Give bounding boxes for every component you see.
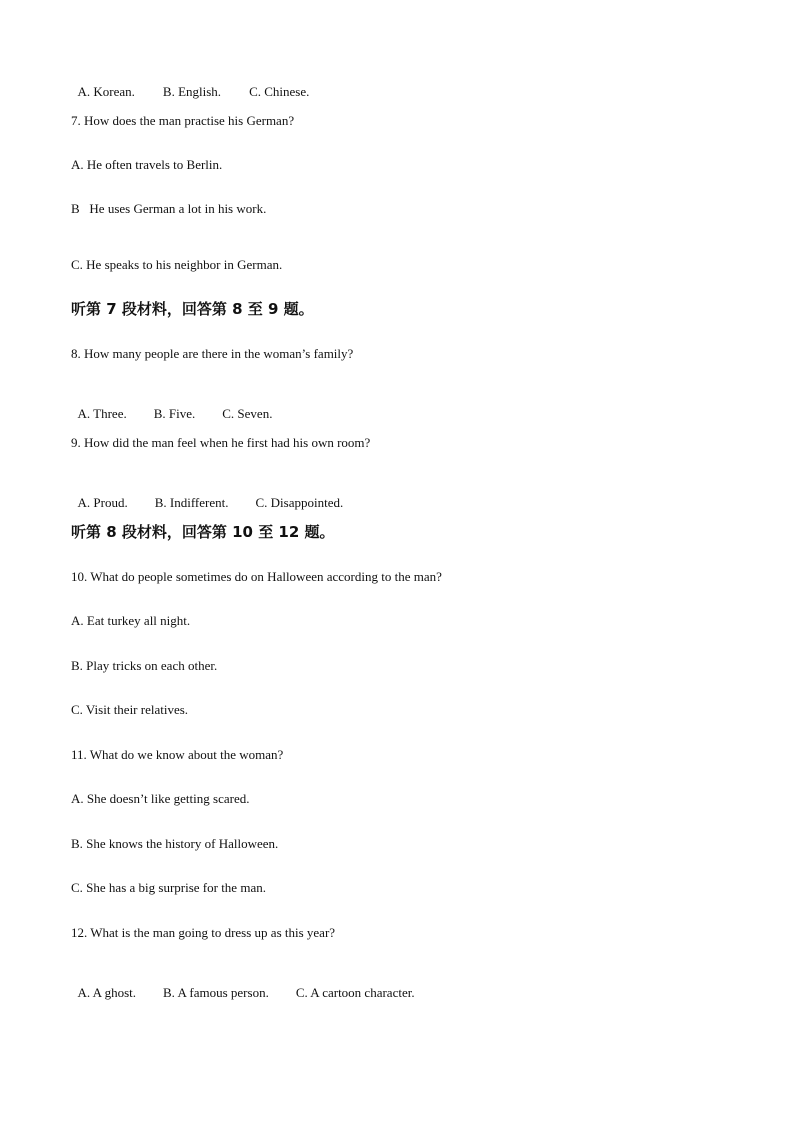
q8-option-c: C. Seven. (222, 406, 273, 421)
q12-option-c: C. A cartoon character. (295, 985, 415, 1000)
q9-question: 9. How did the man feel when he first had his own room? (71, 435, 371, 450)
q10-question: 10. What do people sometimes do on Halloween according to the man? (71, 569, 442, 584)
q8-question: 8. How many people are there in the woman’s family? (71, 346, 354, 361)
q12-options (71, 969, 415, 1001)
q7-question: 7. How does the man practise his German? (71, 113, 295, 128)
q6-option-c: C. Chinese. (249, 84, 310, 99)
q9-option-b: B. Indifferent. (154, 495, 229, 510)
q12-question: 12. What is the man going to dress up as this year? (71, 925, 336, 940)
q8-options (71, 390, 272, 422)
q9-option-a: A. Proud. (77, 495, 128, 510)
q11-question: 11. What do we know about the woman? (71, 747, 284, 762)
q7-option-c: C. He speaks to his neighbor in German. (71, 257, 283, 272)
q6-option-a: A. Korean. (77, 84, 135, 99)
q11-option-c: C. She has a big surprise for the man. (71, 880, 266, 895)
section-8-heading: 听第 8 段材料，回答第 10 至 12 题。 (71, 523, 335, 541)
q10-option-b: B. Play tricks on each other. (71, 658, 218, 673)
q9-options (71, 479, 343, 511)
q10-option-c: C. Visit their relatives. (71, 702, 189, 717)
q8-option-b: B. Five. (153, 406, 196, 421)
q6-options (71, 68, 309, 100)
q7-option-b: B He uses German a lot in his work. (71, 201, 267, 216)
q12-option-b: B. A famous person. (163, 985, 269, 1000)
q9-option-c: C. Disappointed. (255, 495, 344, 510)
q10-option-a: A. Eat turkey all night. (71, 613, 191, 628)
q11-option-a: A. She doesn’t like getting scared. (71, 791, 250, 806)
q11-option-b: B. She knows the history of Halloween. (71, 836, 279, 851)
section-7-heading: 听第 7 段材料，回答第 8 至 9 题。 (71, 300, 314, 318)
q7-option-a: A. He often travels to Berlin. (71, 157, 223, 172)
q6-option-b: B. English. (162, 84, 222, 99)
q12-option-a: A. A ghost. (77, 985, 137, 1000)
q8-option-a: A. Three. (77, 406, 127, 421)
